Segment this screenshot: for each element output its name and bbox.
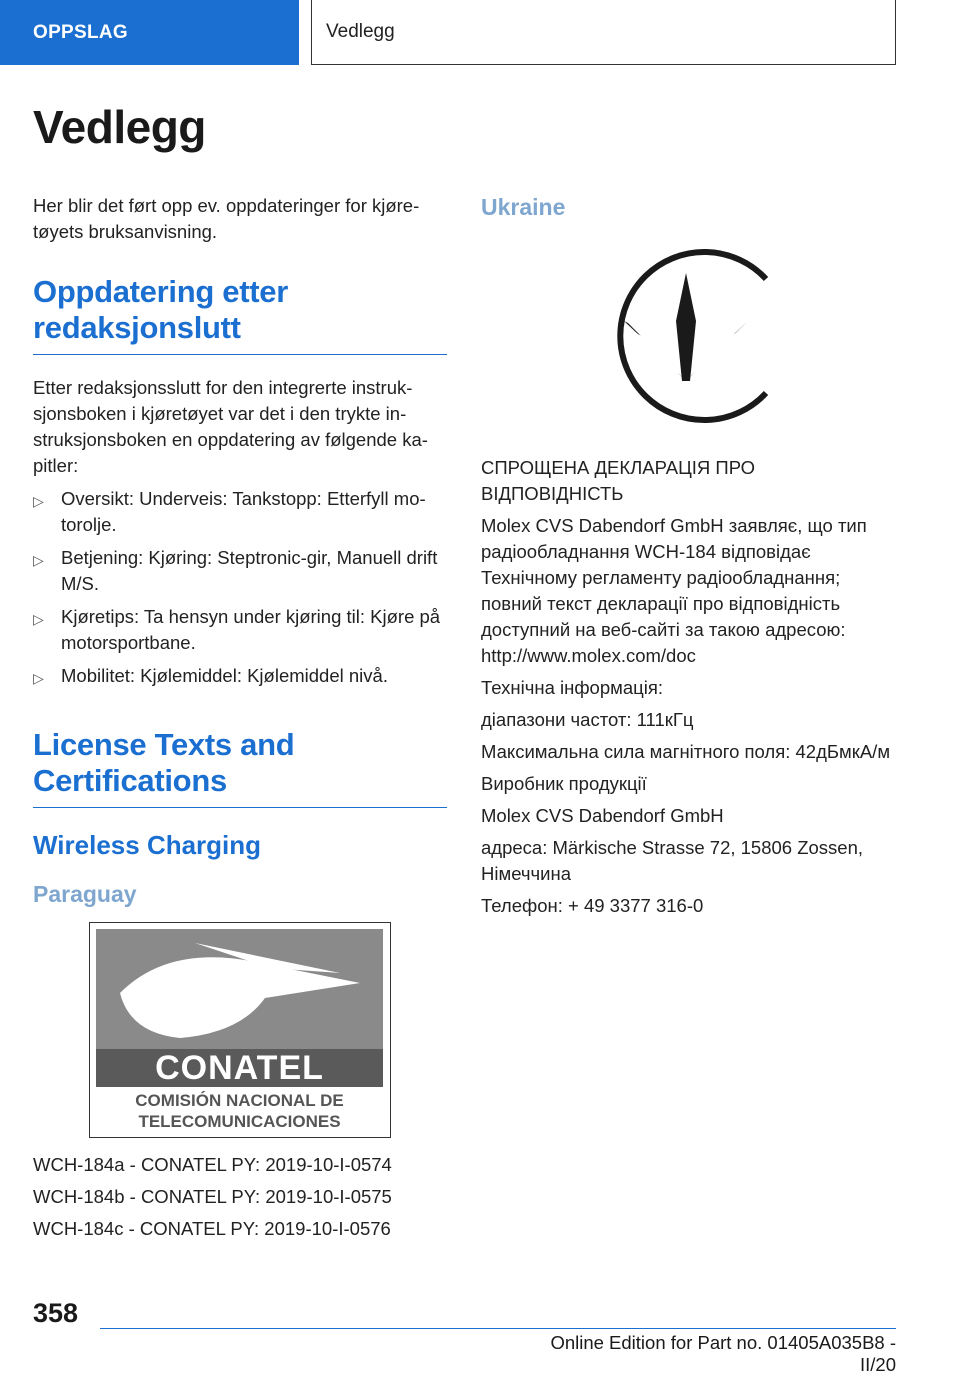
header-chapter-tab	[311, 0, 896, 65]
ua-paragraph: Максимальна сила магнітного поля: 42дБмкА/м	[481, 741, 891, 762]
intro-text: Her blir det ført opp ev. oppdateringer for kjøretøyets bruksanvisning.	[33, 195, 420, 242]
right-column	[481, 193, 901, 919]
ua-paragraph: Виробник продукції	[481, 773, 647, 794]
conatel-line2: TELECOMUNICACIONES	[138, 1112, 341, 1131]
footer-edition: Online Edition for Part no. 01405A035B8 - II/20	[550, 1332, 896, 1375]
ukraine-conformity-mark-icon	[596, 241, 786, 431]
footer-divider	[100, 1328, 896, 1329]
ua-paragraph: діапазони частот: 111кГц	[481, 709, 694, 730]
triangle-bullet-icon: ▷	[33, 611, 44, 627]
left-column	[33, 193, 447, 1242]
conatel-line1: COMISIÓN NACIONAL DE	[135, 1091, 344, 1110]
ua-paragraph: СПРОЩЕНА ДЕКЛАРАЦІЯ ПРО ВІДПОВІДНІСТЬ	[481, 457, 756, 504]
ukraine-declaration	[481, 455, 901, 919]
conatel-logo	[89, 922, 391, 1138]
wireless-charging-heading: Wireless Charging	[33, 830, 262, 860]
triangle-bullet-icon: ▷	[33, 493, 44, 509]
header-chapter-label: Vedlegg	[326, 21, 395, 42]
page-number: 358	[33, 1298, 79, 1328]
cert-line: WCH-184b - CONATEL PY: 2019-10-I-0575	[33, 1186, 392, 1207]
cert-line: WCH-184a - CONATEL PY: 2019-10-I-0574	[33, 1154, 392, 1175]
triangle-bullet-icon: ▷	[33, 552, 44, 568]
update-heading: Oppdatering etter redaksjonslutt	[33, 274, 447, 355]
license-heading: License Texts and Certifications	[33, 727, 447, 808]
triangle-bullet-icon: ▷	[33, 670, 44, 686]
list-item: ▷ Betjening: Kjøring: Steptronic-gir, Manuell drift M/S.	[33, 547, 438, 594]
list-item: ▷ Kjøretips: Ta hensyn under kjøring til: Kjøre på motorsportbane.	[33, 606, 441, 653]
update-body: Etter redaksjonsslutt for den integrerte instruksjonsboken i kjøretøyet var det i den trykte instruksjonsboken en oppdatering av følgende kapitler:	[33, 377, 428, 476]
ua-paragraph: адреса: Märkische Strasse 72, 15806 Zossen, Німеччина	[481, 837, 864, 884]
ua-paragraph: Molex CVS Dabendorf GmbH заявляє, що тип радіообладнання WCH-184 відповідає Технічному регламенту радіообладнання; повний текст декларації про відповідність доступний на веб-сайті за такою адресою: http://www.molex.com/doc	[481, 515, 867, 666]
update-list	[33, 486, 447, 689]
conatel-cert-list	[33, 1152, 447, 1242]
cert-line: WCH-184c - CONATEL PY: 2019-10-I-0576	[33, 1218, 391, 1239]
ua-paragraph: Molex CVS Dabendorf GmbH	[481, 805, 724, 826]
ua-paragraph: Технічна інформація:	[481, 677, 664, 698]
conatel-name: CONATEL	[155, 1049, 324, 1087]
ua-paragraph: Телефон: + 49 3377 316-0	[481, 895, 704, 916]
list-item: ▷ Mobilitet: Kjølemiddel: Kjølemiddel nivå.	[33, 663, 447, 689]
paraguay-heading: Paraguay	[33, 881, 137, 907]
list-item: ▷ Oversikt: Underveis: Tankstopp: Etterfyll motorolje.	[33, 488, 426, 535]
header-section-label: OPPSLAG	[33, 21, 129, 43]
ukraine-heading: Ukraine	[481, 194, 566, 220]
header-section-tab[interactable]	[0, 0, 299, 65]
page-title: Vedlegg	[33, 101, 206, 153]
